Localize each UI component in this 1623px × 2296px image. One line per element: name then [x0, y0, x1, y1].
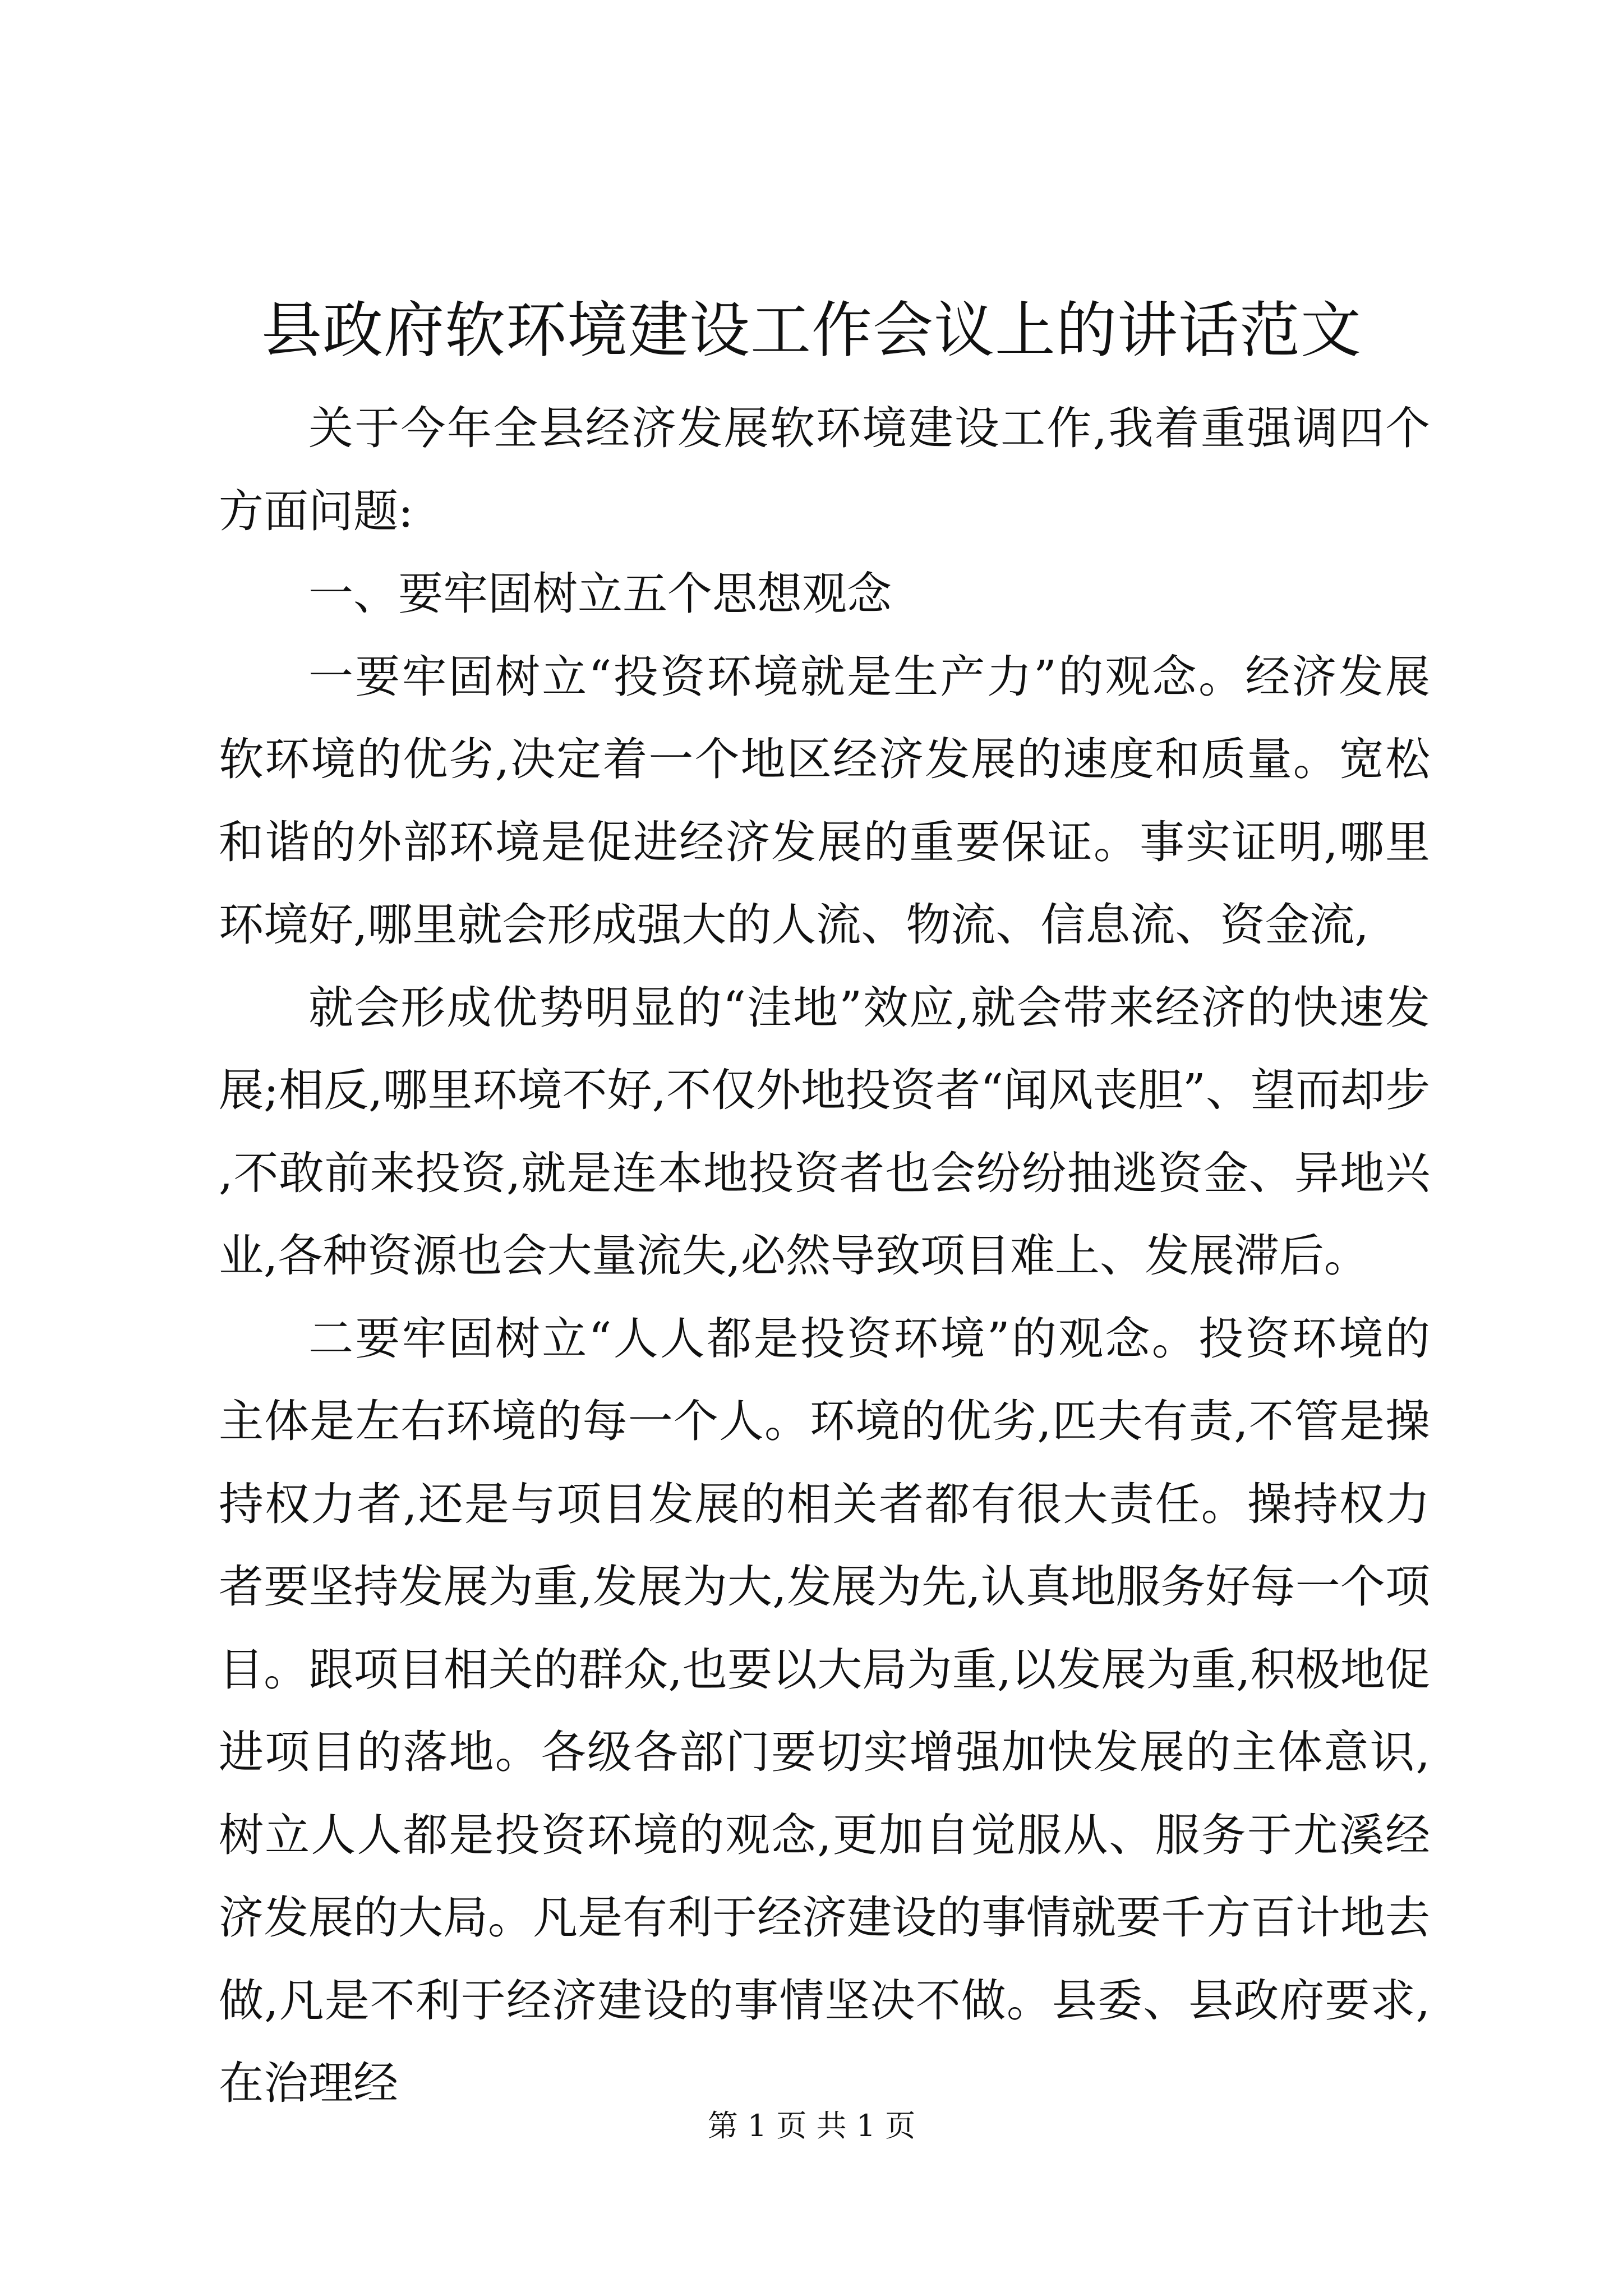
document-title: 县政府软环境建设工作会议上的讲话范文	[261, 296, 1362, 366]
document-body	[219, 387, 1430, 2125]
paragraph-intro: 关于今年全县经济发展软环境建设工作,我着重强调四个方面问题:	[219, 402, 1430, 537]
paragraph-point-one-continued: 就会形成优势明显的“洼地”效应,就会带来经济的快速发展;相反,哪里环境不好,不仅外地投资者“闻风丧胆”、望而却步,不敢前来投资,就是连本地投资者也会纷纷抽逃资金、异地兴业,各种资源也会大量流失,必然导致项目难上、发展滞后。	[219, 981, 1430, 1282]
page-footer: 第 1 页 共 1 页	[707, 2108, 916, 2143]
section-heading: 一、要牢固树立五个思想观念	[308, 568, 892, 620]
paragraph-point-two: 二要牢固树立“人人都是投资环境”的观念。投资环境的主体是左右环境的每一个人。环境的优劣,匹夫有责,不管是操持权力者,还是与项目发展的相关者都有很大责任。操持权力者要坚持发展为重,发展为大,发展为先,认真地服务好每一个项目。跟项目相关的群众,也要以大局为重,以发展为重,积极地促进项目的落地。各级各部门要切实增强加快发展的主体意识,树立人人都是投资环境的观念,更加自觉服从、服务于尤溪经济发展的大局。凡是有利于经济建设的事情就要千方百计地去做,凡是不利于经济建设的事情坚决不做。县委、县政府要求,在治理经	[219, 1312, 1430, 2109]
paragraph-point-one: 一要牢固树立“投资环境就是生产力”的观念。经济发展软环境的优劣,决定着一个地区经济发展的速度和质量。宽松和谐的外部环境是促进经济发展的重要保证。事实证明,哪里环境好,哪里就会形成强大的人流、物流、信息流、资金流,	[219, 650, 1430, 951]
